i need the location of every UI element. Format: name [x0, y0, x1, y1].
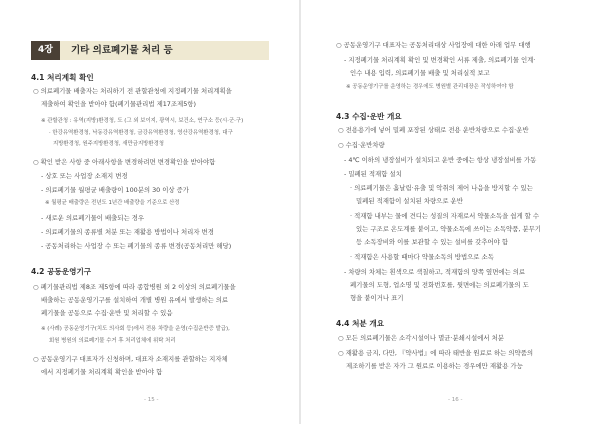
- section-4-4-bullet-2-line-1: ○ 재활용 금지, 다만, 『약사법』에 따라 태반을 원료로 하는 의약품의: [338, 349, 534, 357]
- section-4-4-title: 4.4 처분 개요: [336, 319, 385, 328]
- change-item-3: - 새로운 의료폐기물이 배출되는 경우: [41, 214, 145, 222]
- section-4-2-bullet-2-line-2: 에서 지정폐기물 처리계획 확인을 받아야 함: [41, 368, 163, 376]
- vehicle-body-line-3: 형을 붙이거나 표기: [350, 294, 404, 302]
- loadbox-detail-1-line-1: · 의료폐기물은 흘날림·유출 및 악취의 제어 나음을 방지할 수 있는: [350, 184, 533, 192]
- section-4-2-bullet-1-line-2: 배출하는 공동운영기구를 설치하여 개별 병원 유에서 발생하는 의료: [41, 296, 229, 304]
- chapter-title: 기타 의료폐기물 처리 등: [71, 45, 173, 56]
- section-4-4-bullet-1: ○ 모든 의료폐기물은 소각시설이나 멸균·분쇄시설에서 처분: [338, 334, 504, 342]
- section-4-2-bullet-1-line-3: 폐기물을 공동으로 수집·운반 및 처리할 수 있음: [41, 309, 173, 317]
- authority-note-line-1: ※ 관할관청 : 유역(지방)환경청, 도 (그 외 보이지, 광역시, 보건소, 연구소 등(시·군·구): [41, 118, 244, 124]
- change-item-4: - 의료폐기물의 종류별 처분 또는 재활용 방법이나 처리자 변경: [41, 228, 214, 236]
- delegate-bullet: ○ 공동운영기구 대표자는 공동처리대상 사업장에 대한 아래 업무 대행: [336, 41, 531, 49]
- case-note-line-1: ※ (사례) 공동운영기구(치도 의사회 등)에서 전용 차량을 운영(수집운반증 발급),: [41, 326, 230, 332]
- loadbox-detail-2-line-3: 등 소독장비와 이를 보관할 수 있는 설비를 갖추어야 함: [356, 238, 509, 246]
- authority-note-line-3: 지방환경청, 원주지방환경청, 새만금지방환경청: [53, 141, 165, 147]
- chapter-number: 4장: [31, 41, 60, 60]
- delegate-item-line-2: 인수 내용 입력, 의료폐기물 배출 및 처리실적 보고: [350, 69, 490, 77]
- loadbox-detail-3: · 적재함은 사용할 때마다 약물소독의 방법으로 소독: [350, 253, 494, 261]
- case-note-line-2: 회원 병원의 의료폐기물 수거 후 처리업체에 위탁 처리: [49, 338, 176, 344]
- refrigeration-item: - 4℃ 이하의 냉장설비가 설치되고 운반 중에는 항상 냉장설비를 가동: [344, 156, 537, 164]
- section-4-1-bullet-1-line-1: ○ 의료폐기물 배출자는 처리하기 전 관할관청에 지정폐기물 처리계획을: [33, 87, 232, 95]
- change-item-1: - 상호 또는 사업장 소재지 변경: [41, 172, 128, 180]
- section-4-4-bullet-2-line-2: 제조하기를 받은 자가 그 원료로 이용하는 경우에만 재활용 가능: [346, 362, 523, 370]
- chapter-header: [31, 41, 269, 60]
- change-item-2: - 의료폐기물 월평균 배출량이 100분의 30 이상 증가: [41, 186, 189, 194]
- vehicle-body-line-2: 폐기물의 도형, 업소명 및 전화번호를, 뒷면에는 의료폐기물의 도: [350, 281, 529, 289]
- ledger-note: ※ 공동운영기구를 운영하는 경우에도 병원별 관리대장은 작성하여야 함: [346, 84, 514, 90]
- section-4-2-bullet-1-line-1: ○ 폐기물관리법 제8조 제5항에 따라 종합병원 외 2 이상의 의료폐기물을: [33, 283, 236, 291]
- section-4-3-bullet-1: ○ 전용용기에 넣어 밀폐 포장된 상태로 전용 운반차량으로 수집·운반: [338, 126, 529, 134]
- section-4-2-bullet-2-line-1: ○ 공동운영기구 대표자가 신청하며, 대표자 소재지를 관할하는 지자체: [33, 355, 228, 363]
- section-4-1-bullet-1-line-2: 제출하여 확인을 받아야 함(폐기물관리법 제17조제5항): [41, 100, 196, 108]
- section-4-3-bullet-2: ○ 수집·운반차량: [338, 141, 385, 149]
- section-4-3-title: 4.3 수집·운반 개요: [336, 112, 402, 121]
- sealed-loadbox-item: - 밀폐된 적재함 설치: [344, 170, 402, 178]
- change-item-5: - 공동처리하는 사업장 수 또는 폐기물의 종류 변경(공동처리만 해당): [41, 242, 232, 250]
- loadbox-detail-2-line-2: 있는 구조로 온도계를 붙이고, 약물소독에 쓰이는 소독약품, 분무기: [356, 225, 541, 233]
- right-page: [300, 0, 600, 424]
- vehicle-body-line-1: - 차량의 차체는 흰색으로 색칠하고, 적재함의 양쪽 옆면에는 의료: [344, 268, 526, 276]
- page-number-right: - 16 -: [448, 397, 463, 403]
- monthly-average-note: ※ 월평균 배출량은 전년도 1년간 배출량을 기준으로 산정: [45, 200, 180, 206]
- delegate-item-line-1: - 지정폐기물 처리계획 확인 및 변경확인 서류 제출, 의료폐기물 인계·: [344, 56, 536, 64]
- page-number-left: - 15 -: [144, 397, 159, 403]
- loadbox-detail-1-line-2: 밀폐된 적재함이 설치된 차량으로 운반: [356, 197, 463, 205]
- change-bullet: ○ 확인 받은 사항 중 아래사항을 변경하려면 변경확인을 받아야함: [33, 158, 216, 166]
- authority-note-line-2: · 한강유역환경청, 낙동강유역환경청, 금강유역환경청, 영산강유역환경청, 대구: [49, 130, 233, 136]
- loadbox-detail-2-line-1: · 적재함 내부는 물에 견디는 성질의 자재로서 약물소독을 쉽게 할 수: [350, 212, 540, 220]
- section-4-2-title: 4.2 공동운영기구: [31, 267, 92, 276]
- section-4-1-title: 4.1 처리계획 확인: [31, 73, 94, 82]
